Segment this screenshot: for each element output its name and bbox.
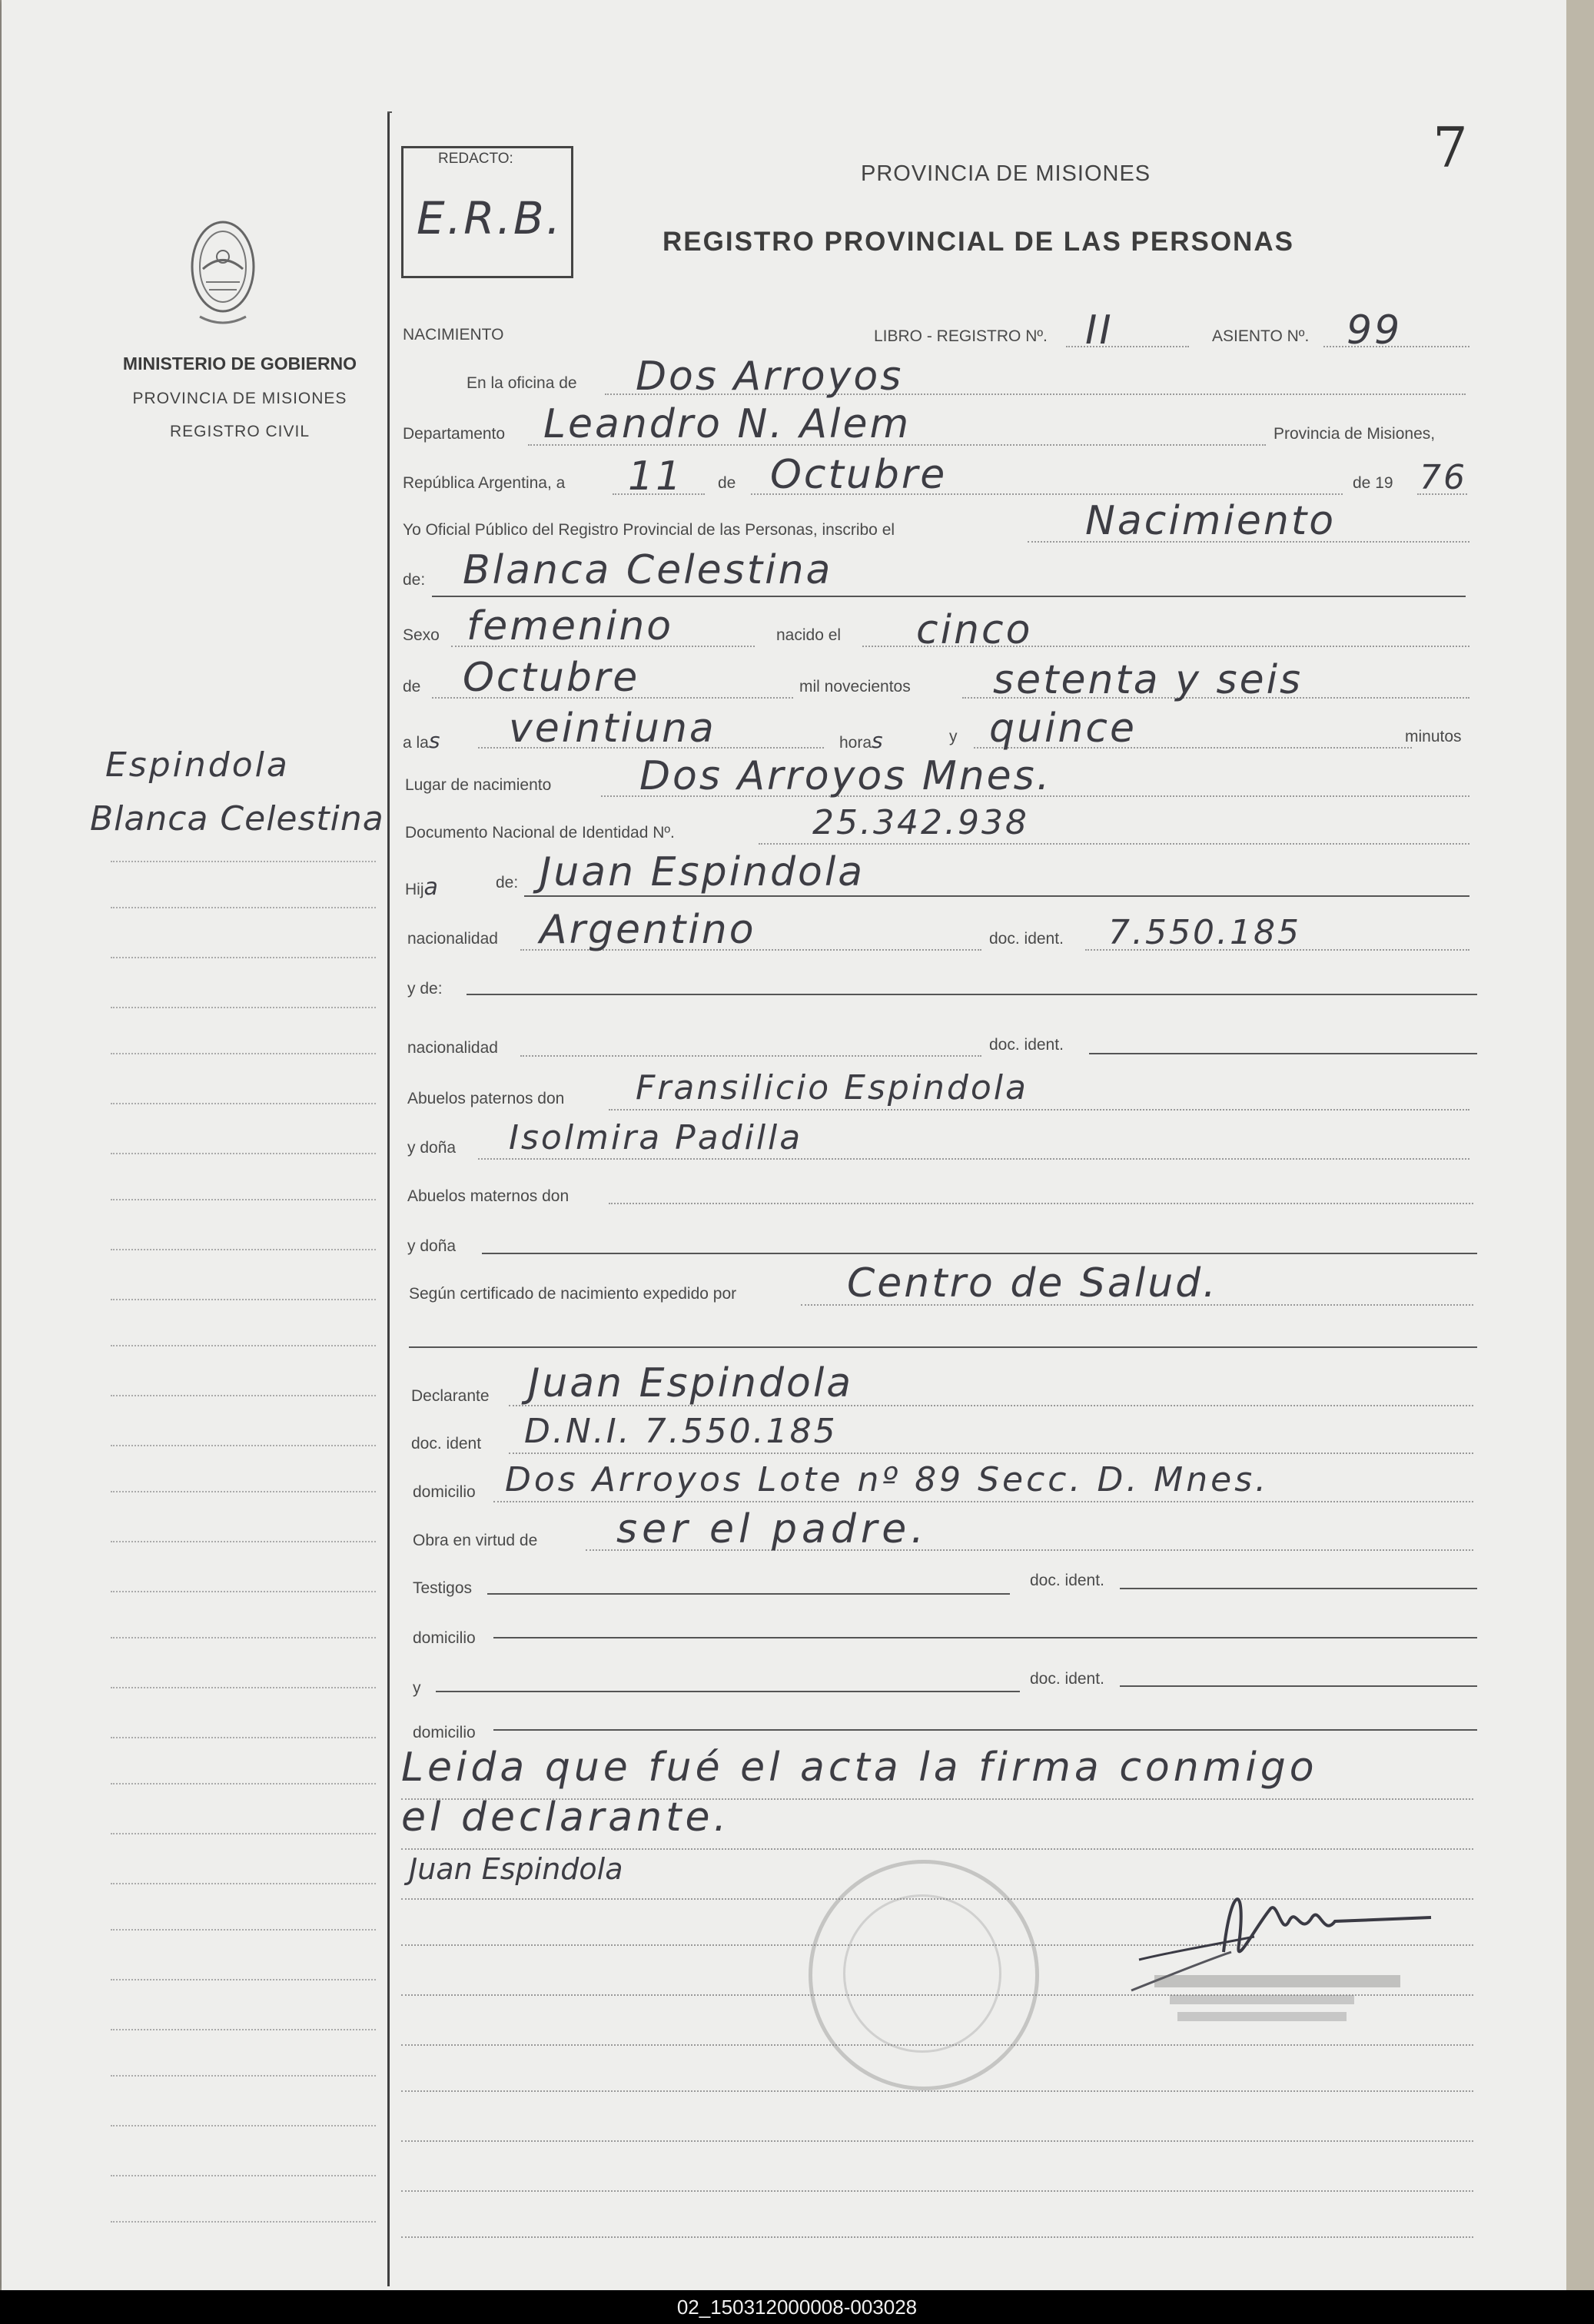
- provincia-label: Provincia de Misiones,: [1274, 425, 1436, 443]
- libro-value: II: [1085, 307, 1114, 354]
- redacto-value: E.R.B.: [417, 192, 563, 244]
- closing-line-2: el declarante.: [401, 1794, 730, 1841]
- redacto-label: REDACTO:: [438, 151, 513, 167]
- official-seal: [809, 1860, 1039, 2090]
- declarante-doc-value: D.N.I. 7.550.185: [524, 1412, 838, 1451]
- minutes-value: quince: [989, 706, 1137, 752]
- province-title: PROVINCIA DE MISIONES: [861, 161, 1151, 186]
- closing-line-1: Leida que fué el acta la firma conmigo: [401, 1745, 1318, 1791]
- domicilio2-label: domicilio: [413, 1629, 476, 1647]
- obra-label: Obra en virtud de: [413, 1532, 538, 1549]
- doc-ident4-label: doc. ident.: [1030, 1572, 1104, 1589]
- official-stamp: [1147, 1967, 1423, 2044]
- declarant-signature: Juan Espindola: [409, 1852, 623, 1886]
- oficina-label: En la oficina de: [467, 374, 577, 392]
- minutos-label: minutos: [1405, 728, 1462, 745]
- abuelos-paternos-label: Abuelos paternos don: [407, 1090, 565, 1107]
- margin-note-surname: Espindola: [105, 745, 290, 785]
- registry-title: REGISTRO PROVINCIAL DE LAS PERSONAS: [663, 227, 1294, 257]
- libro-label: LIBRO - REGISTRO Nº.: [874, 327, 1048, 345]
- document-page: [2, 0, 1566, 2290]
- certificado-value: Centro de Salud.: [847, 1260, 1218, 1306]
- asiento-value: 99: [1347, 307, 1403, 354]
- province-left: PROVINCIA DE MISIONES: [132, 390, 347, 407]
- hij-label: Hija: [405, 874, 440, 901]
- record-type-label: NACIMIENTO: [403, 326, 504, 344]
- binding-strip: [1566, 0, 1594, 2290]
- mil-label: mil novecientos: [799, 678, 911, 696]
- margin-note-given-names: Blanca Celestina: [90, 799, 384, 838]
- nacido-label: nacido el: [776, 626, 842, 644]
- domicilio3-label: domicilio: [413, 1724, 476, 1741]
- registrant-name: Blanca Celestina: [463, 547, 833, 593]
- de-label: de: [718, 474, 736, 492]
- month-value: Octubre: [770, 452, 948, 498]
- margin-rule: [387, 111, 390, 2286]
- yo-oficial-label: Yo Oficial Público del Registro Provincial de las Personas, inscribo el: [403, 521, 895, 539]
- lugar-label: Lugar de nacimiento: [405, 776, 552, 794]
- y-dona-label: y doña: [407, 1139, 457, 1157]
- dni-value: 25.342.938: [812, 803, 1029, 842]
- declarante-value: Juan Espindola: [528, 1360, 854, 1406]
- y-de-label: y de:: [407, 980, 443, 998]
- doc-ident3-label: doc. ident: [411, 1435, 482, 1452]
- nacionalidad-value: Argentino: [540, 907, 756, 953]
- de4-label: de:: [496, 874, 519, 891]
- abuela-paterna-value: Isolmira Padilla: [509, 1118, 803, 1157]
- y2-label: y: [413, 1679, 421, 1697]
- ministry-name: MINISTERIO DE GOBIERNO: [122, 354, 357, 374]
- doc-ident-label: doc. ident.: [989, 930, 1064, 948]
- doc-ident2-label: doc. ident.: [989, 1036, 1064, 1054]
- domicilio-label: domicilio: [413, 1483, 476, 1501]
- domicilio-value: Dos Arroyos Lote nº 89 Secc. D. Mnes.: [505, 1460, 1270, 1499]
- y-label: y: [949, 728, 958, 745]
- departamento-label: Departamento: [403, 425, 506, 443]
- oficina-value: Dos Arroyos: [636, 354, 904, 400]
- departamento-value: Leandro N. Alem: [543, 401, 912, 447]
- father-name: Juan Espindola: [540, 849, 865, 895]
- sexo-label: Sexo: [403, 626, 440, 644]
- abuelos-maternos-label: Abuelos maternos don: [407, 1187, 570, 1205]
- republica-label: República Argentina, a: [403, 474, 566, 492]
- y-dona2-label: y doña: [407, 1237, 457, 1255]
- dni-label: Documento Nacional de Identidad Nº.: [405, 824, 675, 842]
- year-label: de 19: [1353, 474, 1393, 492]
- certificado-label: Según certificado de nacimiento expedido por: [409, 1285, 737, 1303]
- coat-of-arms-icon: [184, 209, 261, 332]
- sexo-value: femenino: [467, 603, 674, 649]
- footer-image-id: 02_150312000008-003028: [0, 2290, 1594, 2324]
- de3-label: de: [403, 678, 421, 696]
- abuelo-paterno-value: Fransilicio Espindola: [636, 1068, 1028, 1107]
- nacionalidad-label: nacionalidad: [407, 930, 498, 948]
- birth-month-value: Octubre: [463, 655, 640, 701]
- mil-value: setenta y seis: [993, 657, 1303, 703]
- day-value: 11: [628, 453, 684, 500]
- declarante-label: Declarante: [411, 1387, 490, 1405]
- registry-left: REGISTRO CIVIL: [169, 423, 310, 440]
- doc-ident5-label: doc. ident.: [1030, 1670, 1104, 1688]
- hour-value: veintiuna: [509, 706, 716, 752]
- obra-value: ser el padre.: [616, 1506, 928, 1552]
- a-las-label: a las: [403, 728, 443, 753]
- nacido-value: cinco: [916, 607, 1033, 653]
- de2-label: de:: [403, 571, 426, 589]
- horas-label: horas: [839, 728, 885, 753]
- nacionalidad2-label: nacionalidad: [407, 1039, 498, 1057]
- inscribo-value: Nacimiento: [1085, 498, 1337, 544]
- testigos-label: Testigos: [413, 1579, 473, 1597]
- page-number: 7: [1433, 115, 1468, 180]
- year-value: 76: [1420, 458, 1467, 497]
- lugar-value: Dos Arroyos Mnes.: [639, 753, 1052, 799]
- asiento-label: ASIENTO Nº.: [1212, 327, 1310, 345]
- father-doc-value: 7.550.185: [1108, 913, 1301, 952]
